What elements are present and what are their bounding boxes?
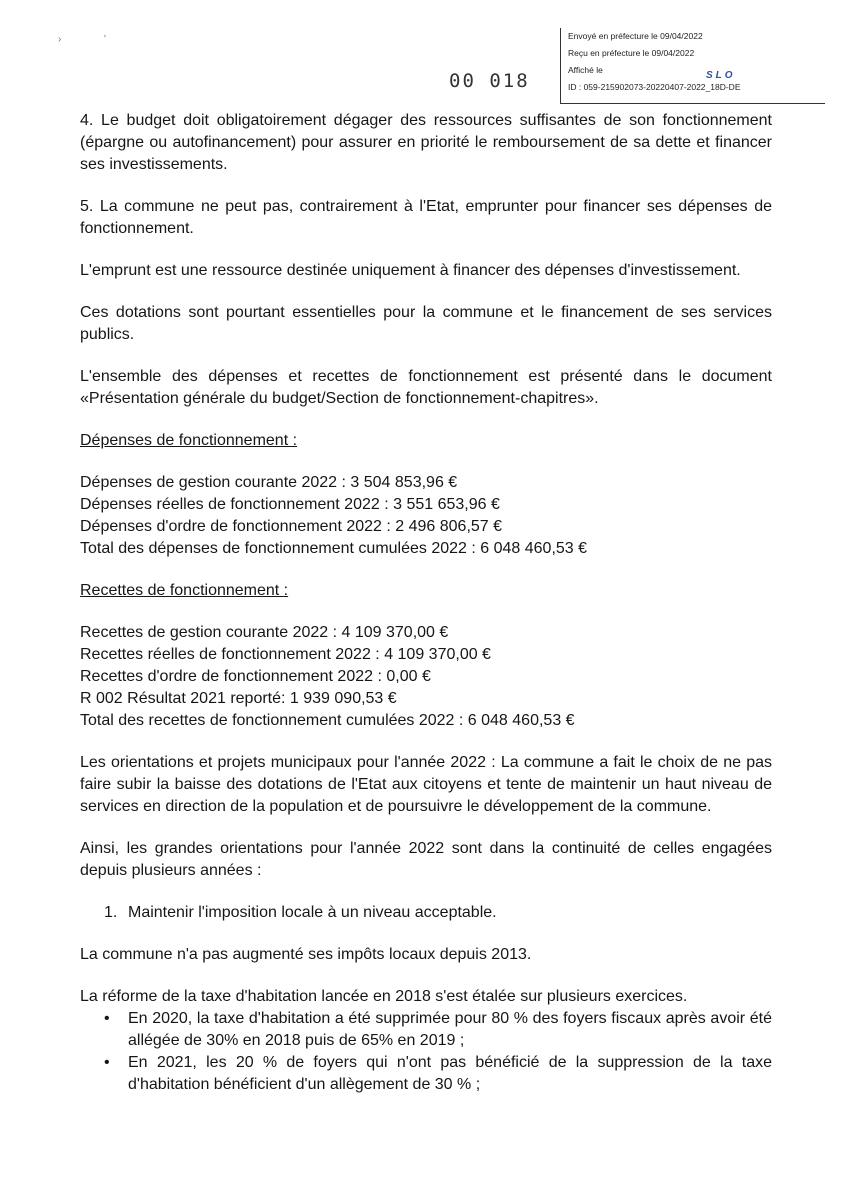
- paragraph-4: 4. Le budget doit obligatoirement dégager des ressources suffisantes de son fonctionnement (épargne ou autofinancement) pour assurer en priorité le remboursement de sa dette et financer ses investissements.: [80, 112, 772, 173]
- recettes-line: Recettes réelles de fonctionnement 2022 : 4 109 370,00 €: [80, 646, 491, 663]
- depenses-line: Dépenses d'ordre de fonctionnement 2022 : 2 496 806,57 €: [80, 518, 503, 535]
- bullet-text: En 2021, les 20 % de foyers qui n'ont pas bénéficié de la suppression de la taxe d'habitation bénéficient d'un allègement de 30 % ;: [128, 1054, 772, 1093]
- numbered-item: [80, 902, 772, 924]
- paragraph-reforme: La réforme de la taxe d'habitation lancée en 2018 s'est étalée sur plusieurs exercices.: [80, 988, 688, 1005]
- recettes-list: [80, 622, 772, 732]
- paragraph-dotations: Ces dotations sont pourtant essentielles pour la commune et le financement de ses services publics.: [80, 304, 772, 343]
- depenses-line: Total des dépenses de fonctionnement cumulées 2022 : 6 048 460,53 €: [80, 540, 588, 557]
- depenses-list: [80, 472, 772, 560]
- stamp-id: ID : 059-215902073-20220407-2022_18D-DE: [568, 82, 741, 92]
- item-text: Maintenir l'imposition locale à un niveau acceptable.: [128, 904, 497, 921]
- heading-text: Dépenses de fonctionnement :: [80, 432, 298, 449]
- paragraph-impots: La commune n'a pas augmenté ses impôts locaux depuis 2013.: [80, 946, 532, 963]
- stamp-signature-logo: SLO: [706, 70, 736, 81]
- stamp-sent-date: Envoyé en préfecture le 09/04/2022: [568, 31, 703, 41]
- depenses-line: Dépenses de gestion courante 2022 : 3 504 853,96 €: [80, 474, 458, 491]
- paragraph-ainsi: Ainsi, les grandes orientations pour l'année 2022 sont dans la continuité de celles engagées depuis plusieurs années :: [80, 840, 772, 879]
- paragraph-5: 5. La commune ne peut pas, contrairement à l'Etat, emprunter pour financer ses dépenses de fonctionnement.: [80, 198, 772, 237]
- bullet-icon: •: [104, 1010, 110, 1027]
- prefecture-stamp: [560, 28, 825, 104]
- section-heading-recettes: [80, 580, 772, 602]
- bullet-item: [80, 1008, 772, 1052]
- recettes-line: Total des recettes de fonctionnement cumulées 2022 : 6 048 460,53 €: [80, 712, 575, 729]
- recettes-line: Recettes de gestion courante 2022 : 4 109 370,00 €: [80, 624, 449, 641]
- recettes-line: Recettes d'ordre de fonctionnement 2022 : 0,00 €: [80, 668, 431, 685]
- bullet-text: En 2020, la taxe d'habitation a été supprimée pour 80 % des foyers fiscaux après avoir été allégée de 30% en 2018 puis de 65% en 2019 ;: [128, 1010, 772, 1049]
- stamp-posted: Affiché le: [568, 65, 603, 75]
- paragraph-ensemble: L'ensemble des dépenses et recettes de fonctionnement est présenté dans le document «Présentation générale du budget/Section de fonctionnement-chapitres».: [80, 368, 772, 407]
- depenses-line: Dépenses réelles de fonctionnement 2022 : 3 551 653,96 €: [80, 496, 500, 513]
- bullet-icon: •: [104, 1054, 110, 1071]
- heading-text: Recettes de fonctionnement :: [80, 582, 289, 599]
- paragraph-emprunt: L'emprunt est une ressource destinée uniquement à financer des dépenses d'investissement.: [80, 262, 741, 279]
- item-number: 1.: [104, 904, 118, 921]
- scan-mark: ›: [58, 34, 62, 45]
- recettes-line: R 002 Résultat 2021 reporté: 1 939 090,53 €: [80, 690, 397, 707]
- stamp-received-date: Reçu en préfecture le 09/04/2022: [568, 48, 695, 58]
- scan-mark: ': [104, 34, 106, 45]
- section-heading-depenses: [80, 430, 772, 452]
- document-body: [80, 110, 772, 1096]
- page-number: 00 018: [449, 70, 530, 92]
- paragraph-orientations: Les orientations et projets municipaux pour l'année 2022 : La commune a fait le choix de ne pas faire subir la baisse des dotations de l'Etat aux citoyens et tente de maintenir un haut niveau de services en direction de la population et de poursuivre le développement de la commune.: [80, 754, 772, 815]
- bullet-item: [80, 1052, 772, 1096]
